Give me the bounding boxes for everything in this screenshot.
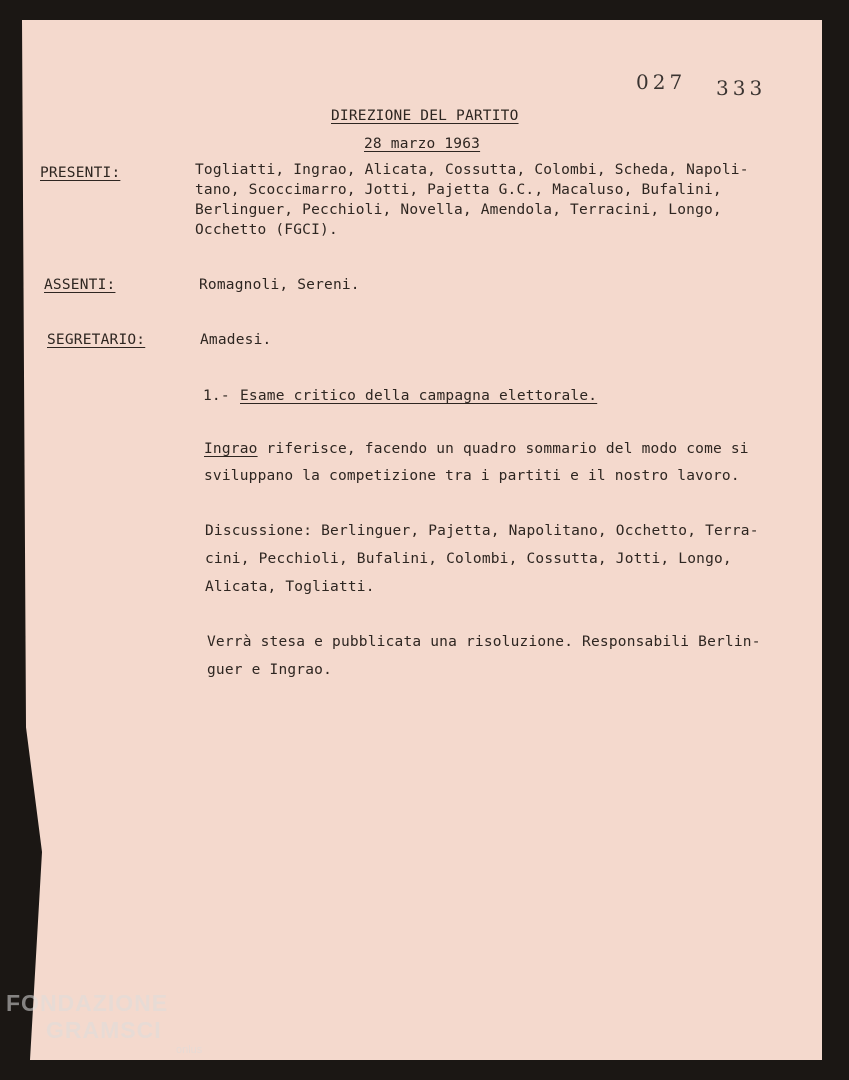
discussion-line: Discussione: Berlinguer, Pajetta, Napolitano, Occhetto, Terra- <box>205 523 759 539</box>
document-title: DIREZIONE DEL PARTITO <box>331 108 519 124</box>
archive-number-left: 027 <box>636 70 687 94</box>
resolution-line: Verrà stesa e pubblicata una risoluzione. Responsabili Berlin- <box>207 634 761 650</box>
assenti-value: Romagnoli, Sereni. <box>199 277 360 293</box>
segretario-label: SEGRETARIO: <box>47 332 146 348</box>
agenda-item-number: 1.- <box>203 388 230 404</box>
report-line-1-text: riferisce, facendo un quadro sommario del modo come si <box>266 441 749 457</box>
report-line-2: sviluppano la competizione tra i partiti e il nostro lavoro. <box>204 468 740 484</box>
archive-number-right: 333 <box>716 76 767 100</box>
watermark-line-1: FONDAZIONE <box>6 990 169 1016</box>
document-date: 28 marzo 1963 <box>364 136 481 152</box>
presenti-line: tano, Scoccimarro, Jotti, Pajetta G.C., Macaluso, Bufalini, <box>195 182 722 198</box>
watermark-line-3: onlus <box>176 1044 203 1056</box>
resolution-line: guer e Ingrao. <box>207 662 333 678</box>
report-line-1 <box>204 439 749 459</box>
presenti-label: PRESENTI: <box>40 165 121 181</box>
fondazione-gramsci-watermark <box>6 990 202 1056</box>
presenti-line: Togliatti, Ingrao, Alicata, Cossutta, Colombi, Scheda, Napoli- <box>195 162 749 178</box>
discussion-line: Alicata, Togliatti. <box>205 579 375 595</box>
report-speaker: Ingrao <box>204 441 258 457</box>
watermark-line-2: GRAMSCI <box>46 1017 162 1043</box>
presenti-line: Occhetto (FGCI). <box>195 222 338 238</box>
segretario-value: Amadesi. <box>200 332 272 348</box>
presenti-line: Berlinguer, Pecchioli, Novella, Amendola, Terracini, Longo, <box>195 202 722 218</box>
discussion-line: cini, Pecchioli, Bufalini, Colombi, Cossutta, Jotti, Longo, <box>205 551 732 567</box>
assenti-label: ASSENTI: <box>44 277 116 293</box>
agenda-item-title: Esame critico della campagna elettorale. <box>240 388 598 404</box>
